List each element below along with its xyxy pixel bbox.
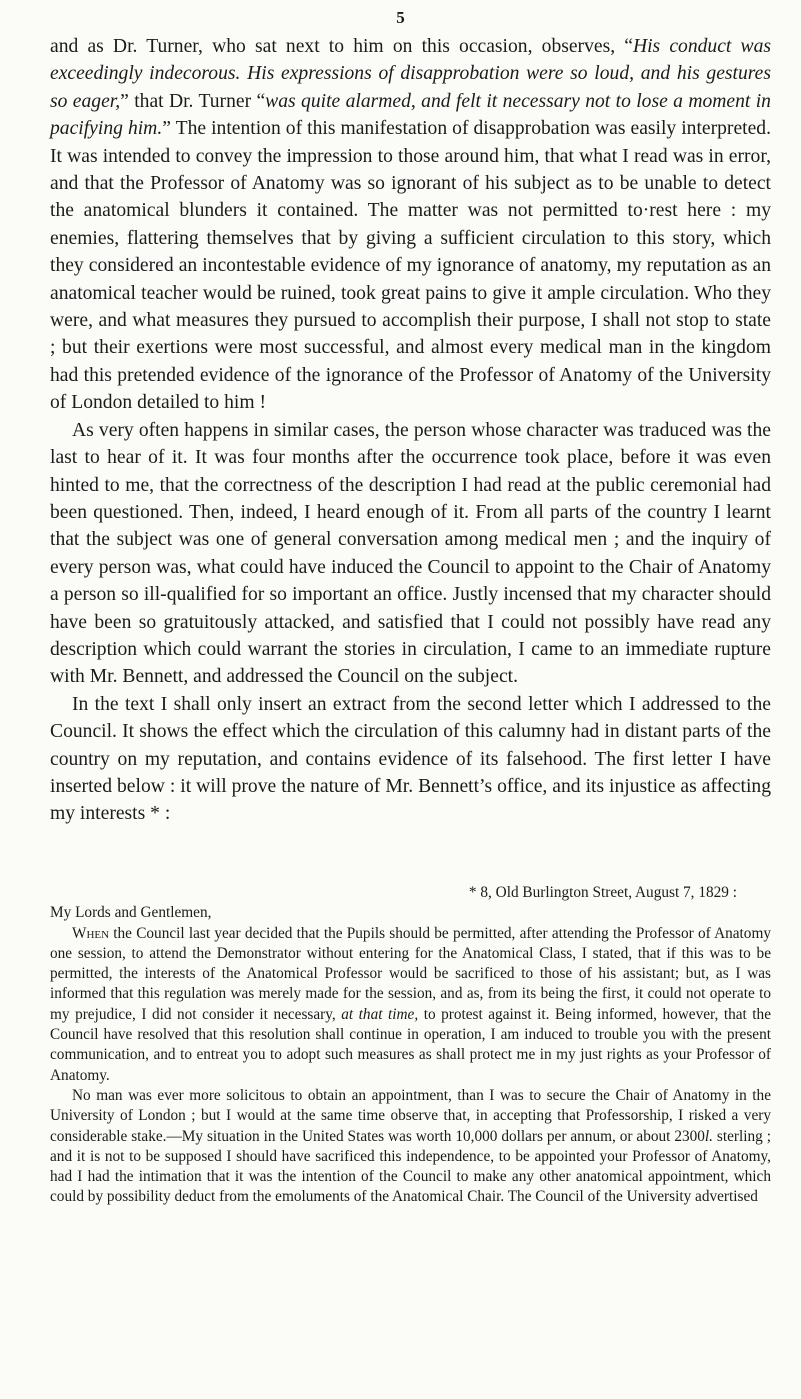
small-caps-lead: When	[72, 924, 110, 942]
text-run: sterling ; and it is not to be supposed I should have sacrificed this independence, to be appointed your Professor of Anatomy, had I had the intimation that it was the intention of the Council to make any other anatomical appointment, which could by possibility deduct from the emoluments of the Anatomical Chair. The Council of the University advertised	[50, 1127, 771, 1206]
paragraph: As very often happens in similar cases, the person whose character was traduced was the last to hear of it. It was four months after the occurrence took place, before it was even hinted to me, that the correctness of the description I had read at the public ceremonial had been questioned. Then, indeed, I heard enough of it. From all parts of the country I learnt that the subject was one of general conversation among medical men ; and the inquiry of every person was, what could have induced the Council to appoint to the Chair of Anatomy a person so ill-qualified for so important an office. Justly incensed that my character should have been so gratuitously attacked, and satisfied that I could not possibly have read any description which could warrant the stories in circulation, I came to an immediate rupture with Mr. Bennett, and addressed the Council on the subject.	[50, 419, 771, 688]
quotation: was quite alarmed, and felt it necessary not to lose a moment in pacifying him.	[50, 90, 771, 140]
text-run: the Council last year decided that the Pupils should be permitted, after attending the Professor of Anatomy one session, to attend the Demonstrator without entering for the Anatomical Class, I stated, that if this was to be permitted, the interests of the Anatomical Professor would be sacrificed to those of his assistant; but, as I was informed that this regulation was merely made for the session, and as, from its being the first, it could not operate to my prejudice, I did not consider it necessary,	[50, 924, 771, 1023]
emphasis: at that time,	[341, 1005, 419, 1023]
text-run: and as Dr. Turner, who sat next to him on this occasion, observes, “	[50, 36, 633, 57]
paragraph: In the text I shall only insert an extract from the second letter which I addressed to the Council. It shows the effect which the circulation of this calumny had in distant parts of the country on my reputation, and contains evidence of its falsehood. The first letter I have inserted below : it will prove the nature of Mr. Bennett’s office, and its injustice as affecting my interests * :	[50, 693, 771, 825]
text-run: ” The intention of this manifestation of disapprobation was easily interpreted. It was intended to convey the impression to those around him, that what I read was in error, and that the Professor of Anatomy was so ignorant of his subject as to be unable to detect the anatomical blunders it contained. The matter was not permitted to·rest here : my enemies, flattering themselves that by giving a sufficient circulation to this story, which they considered an incontestable evidence of my ignorance of anatomy, my reputation as an anatomical teacher would be ruined, took great pains to give it ample circulation. Who they were, and what measures they pursued to accomplish their purpose, I shall not stop to state ; but their exertions were most successful, and almost every medical man in the kingdom had this pretended evidence of the ignorance of the Professor of Anatomy of the University of London detailed to him !	[50, 118, 771, 414]
text-run: to protest against it. Being informed, however, that the Council have resolved that this resolution shall continue in operation, I am induced to trouble you with the present communication, and to entreat you to adopt such measures as shall protect me in my just rights as your Professor of Anatomy.	[50, 1005, 771, 1084]
letter-paragraph	[50, 1086, 771, 1208]
emphasis: l.	[704, 1127, 713, 1145]
footnote	[50, 883, 771, 1208]
main-body-text	[50, 33, 771, 828]
paragraph	[50, 33, 771, 417]
quotation: His conduct was exceedingly indecorous. His expressions of disapprobation were so loud, and his gestures so eager,	[50, 36, 771, 112]
page-number: 5	[396, 8, 405, 27]
text-run: No man was ever more solicitous to obtain an appointment, than I was to secure the Chair of Anatomy in the University of London ; but I would at the same time observe that, in accepting that Professorship, I risked a very considerable stake.—My situation in the United States was worth 10,000 dollars per annum, or about 2300	[50, 1086, 771, 1145]
letter-address: * 8, Old Burlington Street, August 7, 1829 :	[468, 884, 737, 901]
letter-salutation: My Lords and Gentlemen,	[50, 904, 212, 922]
text-run: ” that Dr. Turner “	[120, 90, 266, 112]
letter-paragraph	[50, 924, 771, 1086]
